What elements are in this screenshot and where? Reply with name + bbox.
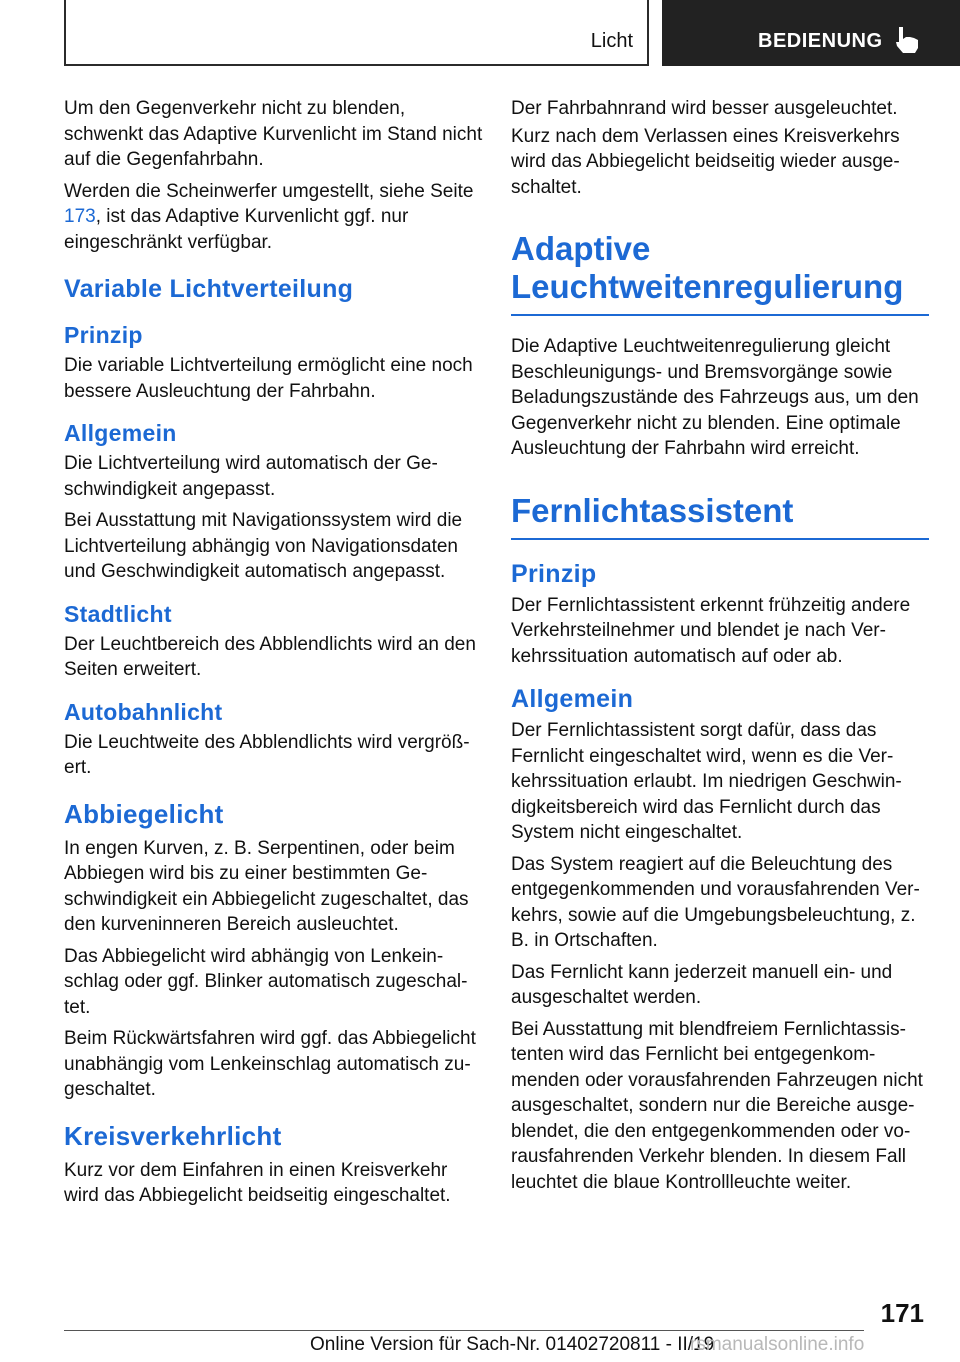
paragraph: Um den Gegenverkehr nicht zu blenden, schwenkt das Adaptive Kurvenlicht im Stand nicht auf die Gegenfahrbahn. <box>64 98 483 170</box>
subsection-heading: Prinzip <box>511 559 597 588</box>
footer-online-version: Online Version für Sach-Nr. 01402720811 - II/19 <box>310 1334 715 1355</box>
paragraph: Der Fahrbahnrand wird besser ausgeleuchtet. <box>511 98 898 119</box>
section-heading: Variable Lichtverteilung <box>64 275 354 303</box>
paragraph: Kurz vor dem Einfahren in einen Kreisverkehr wird das Abbiegelicht beidseitig eingeschaltet. <box>64 1159 451 1206</box>
paragraph: Die variable Lichtverteilung ermöglicht eine noch bessere Ausleuchtung der Fahrbahn. <box>64 355 473 402</box>
paragraph: Das System reagiert auf die Beleuchtung des entgegenkommenden und vorausfahrenden Verkehrs, sowie auf die Umgebungsbeleuchtung, z. B. in Ortschaften. <box>511 853 920 951</box>
subsection-heading: Allgemein <box>511 685 634 713</box>
header-chapter-tab <box>662 0 960 66</box>
subsection-heading: Prinzip <box>64 322 143 348</box>
paragraph: Der Fernlichtassistent sorgt dafür, dass das Fernlicht eingeschaltet wird, wenn es die Verkehrssituation erlaubt. Im niedrigen Geschwindigkeitsbereich wird das Fernlicht durch das System nicht eingeschaltet. <box>511 720 902 843</box>
subsection-heading: Stadtlicht <box>64 600 172 627</box>
paragraph: Das Abbiegelicht wird abhängig von Lenkeinschlag oder ggf. Blinker automatisch zugeschaltet. <box>64 945 468 1018</box>
section-heading: Abbiegelicht <box>64 798 224 829</box>
paragraph: Das Fernlicht kann jederzeit manuell ein- und ausgeschaltet werden. <box>511 961 893 1008</box>
right-column <box>511 96 929 1201</box>
subsection-heading: Autobahnlicht <box>64 698 223 725</box>
chapter-heading: Fernlichtassistent <box>511 492 929 540</box>
chapter-heading: Adaptive Leuchtweitenregulierung <box>511 230 929 316</box>
paragraph: Der Leuchtbereich des Abblendlichts wird an den Seiten erweitert. <box>64 633 476 680</box>
left-column <box>64 96 484 1215</box>
paragraph: In engen Kurven, z. B. Serpentinen, oder beim Abbiegen wird bis zu einer bestimmten Geschwindigkeit ein Abbiegelicht zugeschaltet, das den kurveninneren Bereich ausleuchtet. <box>64 837 469 935</box>
footer-watermark: rsmanualsonline.info <box>690 1334 865 1355</box>
subsection-heading: Allgemein <box>64 420 177 446</box>
paragraph: Bei Ausstattung mit blendfreiem Fernlichtassistenten wird das Fernlicht bei entgegenkommenden oder vorausfahrenden Fahrzeugen nicht ausgeschaltet, sondern nur die Bereiche ausgeblendet, die den entgegenkommenden oder vorausfahrenden Verkehr blenden. In diesem Fall leuchtet die blaue Kontrollleuchte weiter. <box>511 1018 923 1193</box>
header-section-title: Licht <box>590 30 633 52</box>
footer-divider <box>64 1330 864 1331</box>
paragraph: Der Fernlichtassistent erkennt frühzeitig andere Verkehrsteilnehmer und blendet je nach Verkehrssituation automatisch auf oder ab. <box>511 594 911 667</box>
paragraph: Die Lichtverteilung wird automatisch der Geschwindigkeit angepasst. <box>64 453 438 500</box>
section-heading: Kreisverkehrlicht <box>64 1120 282 1151</box>
paragraph-text: Werden die Scheinwerfer umgestellt, siehe Seite <box>64 180 474 202</box>
hand-pointer-icon <box>894 26 920 54</box>
paragraph: Beim Rückwärtsfahren wird ggf. das Abbiegelicht unabhängig vom Lenkeinschlag automatisch zugeschaltet. <box>64 1028 476 1100</box>
paragraph <box>64 179 484 256</box>
page-number: 171 <box>880 1298 924 1328</box>
header-chapter-title: BEDIENUNG <box>758 30 883 52</box>
paragraph: Bei Ausstattung mit Navigationssystem wird die Lichtverteilung abhängig von Navigationsdaten und Geschwindigkeit automatisch angepasst. <box>64 510 463 582</box>
header-section-box <box>64 0 649 66</box>
paragraph: Die Adaptive Leuchtweitenregulierung gleicht Beschleunigungs- und Bremsvorgänge sowie Beladungszustände des Fahrzeugs aus, um den Gegenverkehr nicht zu blenden. Eine optimale Ausleuchtung der Fahrbahn wird erreicht. <box>511 336 919 459</box>
paragraph: Die Leuchtweite des Abblendlichts wird vergrößert. <box>64 731 470 778</box>
paragraph-text: , ist das Adaptive Kurvenlicht ggf. nur eingeschränkt verfügbar. <box>64 206 409 253</box>
page-link[interactable]: 173 <box>64 206 96 227</box>
paragraph: Kurz nach dem Verlassen eines Kreisverkehrs wird das Abbiegelicht beidseitig wieder ausgeschaltet. <box>511 125 900 198</box>
